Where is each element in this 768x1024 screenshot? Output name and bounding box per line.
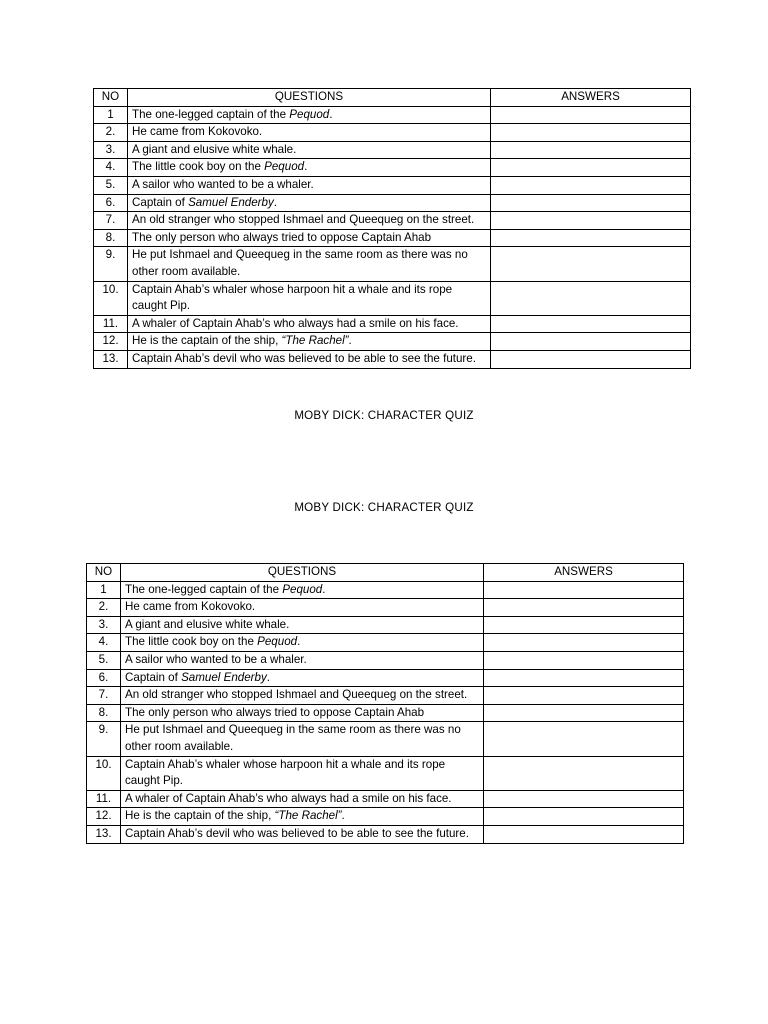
table-row	[87, 634, 684, 652]
question-cell	[121, 581, 484, 599]
header-row	[94, 89, 691, 107]
answer-cell[interactable]	[491, 247, 691, 281]
question-cell	[128, 194, 491, 212]
quiz-title: MOBY DICK: CHARACTER QUIZ	[294, 409, 474, 422]
answer-cell[interactable]	[491, 159, 691, 177]
row-number: 11.	[94, 315, 128, 333]
row-number: 3.	[87, 616, 121, 634]
row-number: 2.	[87, 599, 121, 617]
table-row	[87, 825, 684, 843]
question-text: He came from Kokovoko.	[125, 600, 256, 614]
answer-cell[interactable]	[491, 124, 691, 142]
table-row	[94, 124, 691, 142]
question-text: A whaler of Captain Ahab’s who always had a smile on his face.	[132, 316, 459, 330]
question-text: Captain Ahab’s devil who was believed to be able to see the future.	[132, 351, 476, 365]
quiz-title: MOBY DICK: CHARACTER QUIZ	[294, 501, 474, 514]
question-cell	[128, 176, 491, 194]
table-row	[94, 176, 691, 194]
question-italic-text: Pequod	[289, 107, 330, 121]
table-row	[87, 599, 684, 617]
table-row	[87, 581, 684, 599]
question-cell	[128, 229, 491, 247]
row-number: 1	[94, 106, 128, 124]
answer-cell[interactable]	[491, 106, 691, 124]
row-number: 8.	[94, 229, 128, 247]
table-row	[87, 669, 684, 687]
question-cell	[128, 106, 491, 124]
question-text-suffix: .	[329, 107, 333, 121]
question-cell	[128, 315, 491, 333]
question-italic-text: Pequod	[264, 160, 305, 174]
question-cell	[121, 704, 484, 722]
question-text: Captain Ahab’s whaler whose harpoon hit a whale and its rope caught Pip.	[125, 757, 446, 788]
question-cell	[128, 212, 491, 230]
question-text-suffix: .	[266, 670, 271, 684]
table-row	[94, 281, 691, 315]
question-cell	[121, 808, 484, 826]
row-number: 7.	[87, 687, 121, 705]
row-number: 2.	[94, 124, 128, 142]
question-text: The little cook boy on the	[132, 160, 265, 174]
row-number: 13.	[94, 350, 128, 368]
header-no: NO	[87, 564, 121, 582]
row-number: 5.	[94, 176, 128, 194]
row-number: 11.	[87, 790, 121, 808]
answer-cell[interactable]	[484, 790, 684, 808]
question-cell	[121, 825, 484, 843]
question-italic-text: Samuel Enderby	[188, 195, 274, 209]
question-text: Captain of	[125, 670, 182, 684]
question-italic-text: “The Rachel”	[281, 334, 349, 348]
question-text: An old stranger who stopped Ishmael and Queequeg on the street.	[132, 213, 475, 227]
row-number: 3.	[94, 141, 128, 159]
row-number: 4.	[87, 634, 121, 652]
answer-cell[interactable]	[484, 581, 684, 599]
table-row	[94, 350, 691, 368]
row-number: 4.	[94, 159, 128, 177]
answer-cell[interactable]	[484, 756, 684, 790]
answer-cell[interactable]	[491, 315, 691, 333]
table-row	[87, 808, 684, 826]
question-text-suffix: .	[348, 334, 352, 348]
table-row	[87, 616, 684, 634]
question-cell	[128, 350, 491, 368]
question-text: He put Ishmael and Queequeg in the same room as there was no other room available.	[125, 723, 461, 753]
question-cell	[128, 281, 491, 315]
row-number: 1	[87, 581, 121, 599]
table-row	[94, 194, 691, 212]
question-text: The only person who always tried to oppose Captain Ahab	[132, 230, 432, 244]
table-row	[94, 247, 691, 281]
question-cell	[128, 333, 491, 351]
question-text-suffix: .	[273, 195, 278, 209]
question-cell	[121, 790, 484, 808]
question-text: Captain Ahab’s whaler whose harpoon hit a whale and its rope caught Pip.	[132, 282, 453, 313]
row-number: 12.	[94, 333, 128, 351]
question-text-suffix: .	[322, 582, 326, 596]
answer-cell[interactable]	[491, 333, 691, 351]
question-cell	[128, 159, 491, 177]
answer-cell[interactable]	[491, 229, 691, 247]
question-text: He is the captain of the ship,	[125, 809, 275, 823]
row-number: 5.	[87, 651, 121, 669]
question-cell	[128, 247, 491, 281]
question-cell	[121, 687, 484, 705]
question-text: An old stranger who stopped Ishmael and Queequeg on the street.	[125, 688, 468, 702]
question-cell	[121, 616, 484, 634]
answer-cell[interactable]	[491, 194, 691, 212]
header-questions: QUESTIONS	[128, 89, 491, 107]
question-text: The one-legged captain of the	[132, 107, 290, 121]
question-text: The one-legged captain of the	[125, 582, 283, 596]
table-row	[94, 229, 691, 247]
question-text: He came from Kokovoko.	[132, 125, 263, 139]
answer-cell[interactable]	[484, 722, 684, 756]
table-row	[94, 315, 691, 333]
header-answers: ANSWERS	[484, 564, 684, 582]
question-text-suffix: .	[297, 635, 301, 649]
row-number: 9.	[87, 722, 121, 756]
question-text: Captain of	[132, 195, 189, 209]
row-number: 12.	[87, 808, 121, 826]
question-text: He put Ishmael and Queequeg in the same room as there was no other room available.	[132, 248, 468, 278]
table-row	[94, 106, 691, 124]
row-number: 6.	[94, 194, 128, 212]
answer-cell[interactable]	[484, 599, 684, 617]
question-text-suffix: .	[341, 809, 345, 823]
question-text: The little cook boy on the	[125, 635, 258, 649]
answer-cell[interactable]	[484, 687, 684, 705]
question-italic-text: Pequod	[282, 582, 323, 596]
question-cell	[121, 756, 484, 790]
answer-cell[interactable]	[491, 141, 691, 159]
answer-cell[interactable]	[491, 350, 691, 368]
question-cell	[121, 599, 484, 617]
table-row	[87, 790, 684, 808]
question-text: A whaler of Captain Ahab’s who always had a smile on his face.	[125, 791, 452, 805]
row-number: 9.	[94, 247, 128, 281]
answer-cell[interactable]	[484, 669, 684, 687]
answer-cell[interactable]	[491, 281, 691, 315]
table-row	[87, 722, 684, 756]
table-row	[94, 333, 691, 351]
question-text: Captain Ahab’s devil who was believed to be able to see the future.	[125, 826, 469, 840]
question-cell	[121, 651, 484, 669]
answer-cell[interactable]	[484, 634, 684, 652]
row-number: 8.	[87, 704, 121, 722]
table-row	[87, 651, 684, 669]
header-answers: ANSWERS	[491, 89, 691, 107]
question-italic-text: “The Rachel”	[274, 809, 342, 823]
question-text: The only person who always tried to oppose Captain Ahab	[125, 705, 425, 719]
row-number: 6.	[87, 669, 121, 687]
question-text: A sailor who wanted to be a whaler.	[125, 652, 307, 666]
header-questions: QUESTIONS	[121, 564, 484, 582]
table-row	[94, 212, 691, 230]
table-row	[87, 756, 684, 790]
answer-cell[interactable]	[484, 704, 684, 722]
answer-cell[interactable]	[484, 651, 684, 669]
row-number: 10.	[94, 281, 128, 315]
table-row	[87, 704, 684, 722]
table-row	[94, 159, 691, 177]
quiz-table-top	[93, 88, 691, 369]
header-row	[87, 564, 684, 582]
question-cell	[121, 634, 484, 652]
row-number: 7.	[94, 212, 128, 230]
answer-cell[interactable]	[484, 808, 684, 826]
question-cell	[128, 124, 491, 142]
table-row	[94, 141, 691, 159]
table-row	[87, 687, 684, 705]
question-italic-text: Samuel Enderby	[181, 670, 267, 684]
question-text: He is the captain of the ship,	[132, 334, 282, 348]
row-number: 13.	[87, 825, 121, 843]
answer-cell[interactable]	[484, 616, 684, 634]
question-text: A sailor who wanted to be a whaler.	[132, 177, 314, 191]
header-no: NO	[94, 89, 128, 107]
row-number: 10.	[87, 756, 121, 790]
question-cell	[121, 722, 484, 756]
answer-cell[interactable]	[491, 176, 691, 194]
question-text: A giant and elusive white whale.	[132, 142, 297, 156]
answer-cell[interactable]	[491, 212, 691, 230]
quiz-table-bottom	[86, 563, 684, 844]
question-text-suffix: .	[304, 160, 308, 174]
question-italic-text: Pequod	[257, 635, 298, 649]
answer-cell[interactable]	[484, 825, 684, 843]
question-text: A giant and elusive white whale.	[125, 617, 290, 631]
question-cell	[121, 669, 484, 687]
question-cell	[128, 141, 491, 159]
